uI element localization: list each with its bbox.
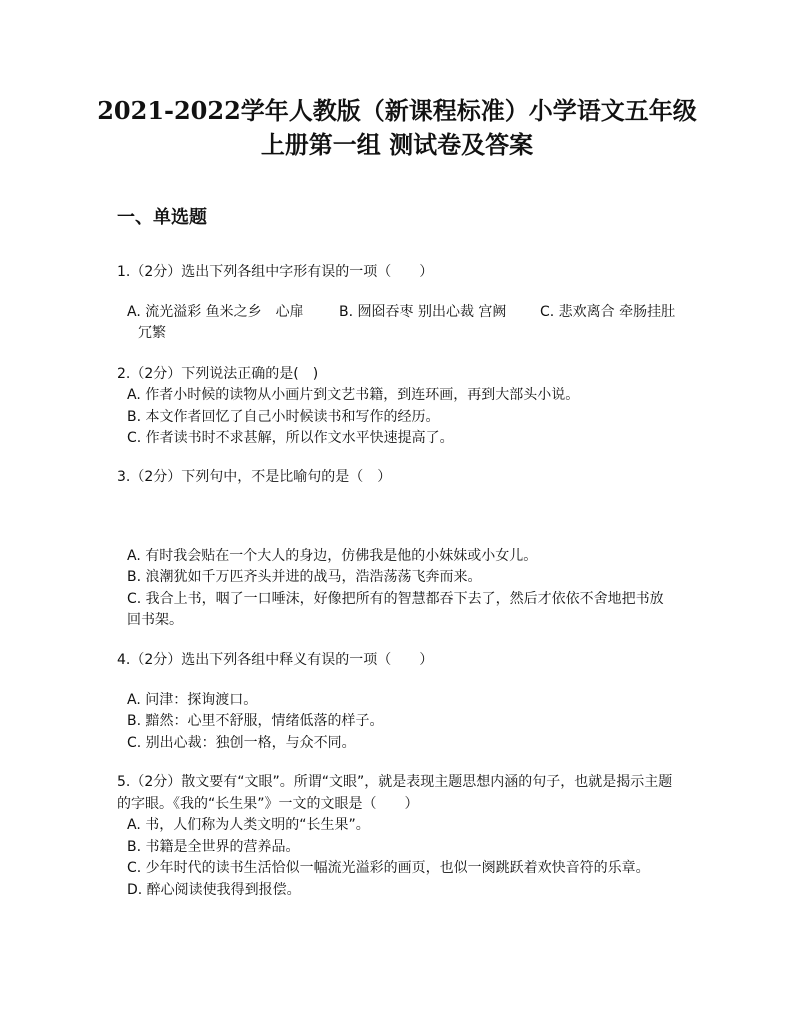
question-5-option-c: C. 少年时代的读书生活恰似一幅流光溢彩的画页，也似一阕跳跃着欢快音符的乐章。 [127, 860, 650, 876]
question-4-option-c: C. 别出心裁：独创一格，与众不同。 [127, 735, 356, 751]
question-3-option-c-continued: 回书架。 [127, 612, 183, 628]
question-4-stem: 4.（2分）选出下列各组中释义有误的一项（ ） [117, 652, 434, 668]
question-3-stem: 3.（2分）下列句中，不是比喻句的是（ ） [117, 469, 392, 485]
question-3-option-c: C. 我合上书，咽了一口唾沫，好像把所有的智慧都吞下去了，然后才依依不舍地把书放 [127, 591, 664, 607]
question-3-option-a: A. 有时我会贴在一个大人的身边，仿佛我是他的小妹妹或小女儿。 [127, 548, 538, 564]
question-5-stem: 5.（2分）散文要有“文眼”。所谓“文眼”，就是表现主题思想内涵的句子，也就是揭示主题 [117, 774, 673, 790]
question-2-option-b: B. 本文作者回忆了自己小时候读书和写作的经历。 [127, 409, 440, 425]
question-1-option-c: C. 悲欢离合 牵肠挂肚 [540, 304, 676, 320]
document-title-line-2: 上册第一组 测试卷及答案 [260, 130, 534, 159]
section-heading: 一、单选题 [117, 207, 207, 228]
question-4-option-a: A. 问津：探询渡口。 [127, 692, 258, 708]
question-1-stem: 1.（2分）选出下列各组中字形有误的一项（ ） [117, 264, 434, 280]
question-2-option-c: C. 作者读书时不求甚解，所以作文水平快速提高了。 [127, 430, 454, 446]
question-2-stem: 2.（2分）下列说法正确的是( ) [117, 366, 319, 382]
question-1-options [127, 302, 675, 322]
question-5-stem-continued: 的字眼。《我的“长生果”》一文的文眼是（ ） [117, 796, 419, 812]
question-5-option-a: A. 书，人们称为人类文明的“长生果”。 [127, 817, 370, 833]
question-5-option-d: D. 醉心阅读使我得到报偿。 [127, 882, 301, 898]
question-5-option-b: B. 书籍是全世界的营养品。 [127, 839, 300, 855]
document-title-line-1: 2021-2022学年人教版（新课程标准）小学语文五年级 [97, 96, 697, 125]
question-1-option-a: A. 流光溢彩 鱼米之乡 心扉 [127, 304, 304, 320]
question-2-option-a: A. 作者小时候的读物从小画片到文艺书籍，到连环画，再到大部头小说。 [127, 387, 580, 403]
question-3-option-b: B. 浪潮犹如千万匹齐头并进的战马，浩浩荡荡飞奔而来。 [127, 569, 482, 585]
question-1-option-c-continued: 冗繁 [138, 325, 166, 341]
question-1-option-b: B. 囫囵吞枣 别出心裁 宫阙 [339, 304, 507, 320]
question-4-option-b: B. 黯然：心里不舒服，情绪低落的样子。 [127, 713, 384, 729]
